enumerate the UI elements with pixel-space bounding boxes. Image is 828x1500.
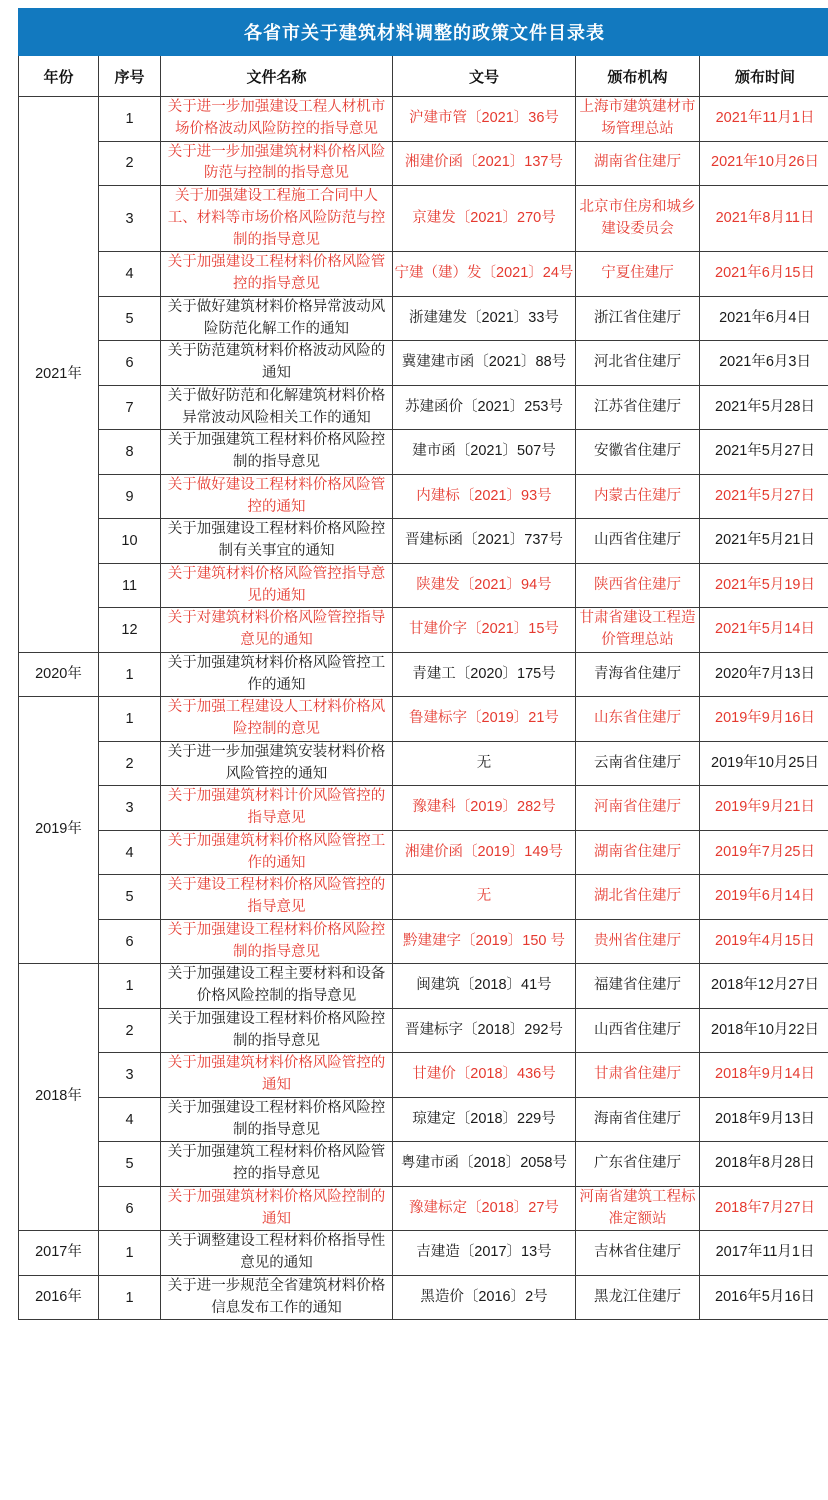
document-name-cell: 关于进一步加强建筑材料价格风险防范与控制的指导意见	[161, 141, 393, 186]
table-row	[19, 563, 828, 608]
issuing-agency-cell: 贵州省住建厅	[576, 919, 700, 964]
sequence-cell: 3	[99, 786, 161, 831]
year-group-cell: 2019年	[19, 697, 99, 964]
issue-date-cell: 2021年6月4日	[700, 296, 828, 341]
sequence-cell: 4	[99, 252, 161, 297]
sequence-cell: 7	[99, 385, 161, 430]
table-row	[19, 697, 828, 742]
issue-date-cell: 2021年8月11日	[700, 186, 828, 252]
table-row	[19, 1053, 828, 1098]
document-number-cell: 黑造价〔2016〕2号	[393, 1275, 576, 1320]
column-header-name: 文件名称	[161, 56, 393, 97]
issuing-agency-cell: 黑龙江住建厅	[576, 1275, 700, 1320]
sequence-cell: 5	[99, 875, 161, 920]
issuing-agency-cell: 湖南省住建厅	[576, 830, 700, 875]
issuing-agency-cell: 北京市住房和城乡建设委员会	[576, 186, 700, 252]
issue-date-cell: 2021年5月27日	[700, 474, 828, 519]
sequence-cell: 3	[99, 186, 161, 252]
sequence-cell: 1	[99, 97, 161, 142]
document-name-cell: 关于加强建设工程材料价格风险控制有关事宜的通知	[161, 519, 393, 564]
issuing-agency-cell: 浙江省住建厅	[576, 296, 700, 341]
table-row	[19, 186, 828, 252]
issue-date-cell: 2021年5月14日	[700, 608, 828, 653]
table-row	[19, 1186, 828, 1231]
table-row	[19, 1142, 828, 1187]
document-name-cell: 关于做好建筑材料价格异常波动风险防范化解工作的通知	[161, 296, 393, 341]
document-number-cell: 京建发〔2021〕270号	[393, 186, 576, 252]
issuing-agency-cell: 甘肃省住建厅	[576, 1053, 700, 1098]
sequence-cell: 8	[99, 430, 161, 475]
issue-date-cell: 2021年10月26日	[700, 141, 828, 186]
document-name-cell: 关于加强建筑工程材料价格风险管控的指导意见	[161, 1142, 393, 1187]
policy-document-table	[18, 8, 828, 1320]
issue-date-cell: 2018年9月14日	[700, 1053, 828, 1098]
document-number-cell: 青建工〔2020〕175号	[393, 652, 576, 697]
document-number-cell: 晋建标字〔2018〕292号	[393, 1008, 576, 1053]
document-name-cell: 关于做好防范和化解建筑材料价格异常波动风险相关工作的通知	[161, 385, 393, 430]
issue-date-cell: 2019年6月14日	[700, 875, 828, 920]
table-row	[19, 430, 828, 475]
table-row	[19, 919, 828, 964]
document-name-cell: 关于加强建筑材料计价风险管控的指导意见	[161, 786, 393, 831]
document-number-cell: 宁建（建）发〔2021〕24号	[393, 252, 576, 297]
issuing-agency-cell: 甘肃省建设工程造价管理总站	[576, 608, 700, 653]
sequence-cell: 5	[99, 1142, 161, 1187]
column-header-seq: 序号	[99, 56, 161, 97]
issue-date-cell: 2021年5月27日	[700, 430, 828, 475]
sequence-cell: 1	[99, 1275, 161, 1320]
issue-date-cell: 2021年5月19日	[700, 563, 828, 608]
issue-date-cell: 2018年10月22日	[700, 1008, 828, 1053]
issue-date-cell: 2018年7月27日	[700, 1186, 828, 1231]
year-group-cell: 2018年	[19, 964, 99, 1231]
table-row	[19, 97, 828, 142]
sequence-cell: 11	[99, 563, 161, 608]
table-row	[19, 964, 828, 1009]
issuing-agency-cell: 河北省住建厅	[576, 341, 700, 386]
sequence-cell: 1	[99, 1231, 161, 1276]
document-name-cell: 关于进一步加强建设工程人材机市场价格波动风险防控的指导意见	[161, 97, 393, 142]
issue-date-cell: 2020年7月13日	[700, 652, 828, 697]
issuing-agency-cell: 河南省建筑工程标准定额站	[576, 1186, 700, 1231]
document-name-cell: 关于加强建设工程材料价格风险控制的指导意见	[161, 1097, 393, 1142]
issue-date-cell: 2016年5月16日	[700, 1275, 828, 1320]
document-name-cell: 关于加强建筑材料价格风险管控工作的通知	[161, 652, 393, 697]
issuing-agency-cell: 青海省住建厅	[576, 652, 700, 697]
document-name-cell: 关于加强建筑材料价格风险控制的通知	[161, 1186, 393, 1231]
document-number-cell: 豫建科〔2019〕282号	[393, 786, 576, 831]
document-number-cell: 无	[393, 741, 576, 786]
sequence-cell: 1	[99, 697, 161, 742]
table-row	[19, 1008, 828, 1053]
issuing-agency-cell: 福建省住建厅	[576, 964, 700, 1009]
issuing-agency-cell: 上海市建筑建材市场管理总站	[576, 97, 700, 142]
table-row	[19, 1275, 828, 1320]
document-number-cell: 晋建标函〔2021〕737号	[393, 519, 576, 564]
issue-date-cell: 2018年9月13日	[700, 1097, 828, 1142]
document-name-cell: 关于加强建设工程材料价格风险控制的指导意见	[161, 919, 393, 964]
column-header-date: 颁布时间	[700, 56, 828, 97]
document-number-cell: 无	[393, 875, 576, 920]
issue-date-cell: 2021年5月28日	[700, 385, 828, 430]
table-head	[19, 9, 828, 97]
issue-date-cell: 2019年9月21日	[700, 786, 828, 831]
document-name-cell: 关于进一步规范全省建筑材料价格信息发布工作的通知	[161, 1275, 393, 1320]
year-group-cell: 2016年	[19, 1275, 99, 1320]
column-header-org: 颁布机构	[576, 56, 700, 97]
sequence-cell: 2	[99, 141, 161, 186]
table-row	[19, 252, 828, 297]
document-name-cell: 关于加强建筑工程材料价格风险控制的指导意见	[161, 430, 393, 475]
sequence-cell: 2	[99, 1008, 161, 1053]
document-name-cell: 关于加强建筑材料价格风险管控的通知	[161, 1053, 393, 1098]
issuing-agency-cell: 陕西省住建厅	[576, 563, 700, 608]
year-group-cell: 2017年	[19, 1231, 99, 1276]
table-row	[19, 519, 828, 564]
document-number-cell: 苏建函价〔2021〕253号	[393, 385, 576, 430]
document-name-cell: 关于做好建设工程材料价格风险管控的通知	[161, 474, 393, 519]
year-group-cell: 2020年	[19, 652, 99, 697]
document-number-cell: 鲁建标字〔2019〕21号	[393, 697, 576, 742]
issue-date-cell: 2019年7月25日	[700, 830, 828, 875]
document-number-cell: 冀建建市函〔2021〕88号	[393, 341, 576, 386]
issuing-agency-cell: 山东省住建厅	[576, 697, 700, 742]
document-name-cell: 关于建筑材料价格风险管控指导意见的通知	[161, 563, 393, 608]
sequence-cell: 6	[99, 341, 161, 386]
table-row	[19, 296, 828, 341]
issue-date-cell: 2021年11月1日	[700, 97, 828, 142]
sequence-cell: 9	[99, 474, 161, 519]
sequence-cell: 4	[99, 830, 161, 875]
table-row	[19, 875, 828, 920]
document-name-cell: 关于进一步加强建筑安装材料价格风险管控的通知	[161, 741, 393, 786]
issuing-agency-cell: 广东省住建厅	[576, 1142, 700, 1187]
issue-date-cell: 2019年9月16日	[700, 697, 828, 742]
document-name-cell: 关于加强建筑材料价格风险管控工作的通知	[161, 830, 393, 875]
issue-date-cell: 2019年10月25日	[700, 741, 828, 786]
issuing-agency-cell: 山西省住建厅	[576, 519, 700, 564]
issuing-agency-cell: 安徽省住建厅	[576, 430, 700, 475]
table-body	[19, 97, 828, 1320]
issuing-agency-cell: 海南省住建厅	[576, 1097, 700, 1142]
issuing-agency-cell: 吉林省住建厅	[576, 1231, 700, 1276]
issuing-agency-cell: 湖北省住建厅	[576, 875, 700, 920]
issue-date-cell: 2021年6月15日	[700, 252, 828, 297]
issue-date-cell: 2019年4月15日	[700, 919, 828, 964]
issuing-agency-cell: 宁夏住建厅	[576, 252, 700, 297]
table-row	[19, 830, 828, 875]
sequence-cell: 1	[99, 652, 161, 697]
issuing-agency-cell: 云南省住建厅	[576, 741, 700, 786]
table-row	[19, 741, 828, 786]
sequence-cell: 5	[99, 296, 161, 341]
sequence-cell: 10	[99, 519, 161, 564]
table-row	[19, 385, 828, 430]
document-name-cell: 关于加强建设工程材料价格风险控制的指导意见	[161, 1008, 393, 1053]
document-number-cell: 甘建价字〔2021〕15号	[393, 608, 576, 653]
column-header-year: 年份	[19, 56, 99, 97]
sequence-cell: 6	[99, 1186, 161, 1231]
sequence-cell: 6	[99, 919, 161, 964]
document-name-cell: 关于调整建设工程材料价格指导性意见的通知	[161, 1231, 393, 1276]
issue-date-cell: 2021年6月3日	[700, 341, 828, 386]
document-name-cell: 关于建设工程材料价格风险管控的指导意见	[161, 875, 393, 920]
table-row	[19, 1097, 828, 1142]
issue-date-cell: 2018年12月27日	[700, 964, 828, 1009]
document-number-cell: 浙建建发〔2021〕33号	[393, 296, 576, 341]
table-row	[19, 341, 828, 386]
table-title: 各省市关于建筑材料调整的政策文件目录表	[19, 9, 828, 56]
document-name-cell: 关于加强建设工程施工合同中人工、材料等市场价格风险防范与控制的指导意见	[161, 186, 393, 252]
issue-date-cell: 2018年8月28日	[700, 1142, 828, 1187]
document-number-cell: 黔建建字〔2019〕150 号	[393, 919, 576, 964]
document-name-cell: 关于防范建筑材料价格波动风险的通知	[161, 341, 393, 386]
sequence-cell: 1	[99, 964, 161, 1009]
header-row	[19, 56, 828, 97]
document-number-cell: 湘建价函〔2019〕149号	[393, 830, 576, 875]
document-number-cell: 豫建标定〔2018〕27号	[393, 1186, 576, 1231]
document-number-cell: 吉建造〔2017〕13号	[393, 1231, 576, 1276]
document-number-cell: 内建标〔2021〕93号	[393, 474, 576, 519]
table-row	[19, 141, 828, 186]
sequence-cell: 4	[99, 1097, 161, 1142]
title-row	[19, 9, 828, 56]
document-name-cell: 关于加强工程建设人工材料价格风险控制的意见	[161, 697, 393, 742]
document-number-cell: 湘建价函〔2021〕137号	[393, 141, 576, 186]
issue-date-cell: 2021年5月21日	[700, 519, 828, 564]
table-row	[19, 652, 828, 697]
sequence-cell: 2	[99, 741, 161, 786]
table-row	[19, 474, 828, 519]
table-row	[19, 608, 828, 653]
document-name-cell: 关于加强建设工程材料价格风险管控的指导意见	[161, 252, 393, 297]
sequence-cell: 12	[99, 608, 161, 653]
issue-date-cell: 2017年11月1日	[700, 1231, 828, 1276]
document-number-cell: 粤建市函〔2018〕2058号	[393, 1142, 576, 1187]
document-name-cell: 关于加强建设工程主要材料和设备价格风险控制的指导意见	[161, 964, 393, 1009]
document-number-cell: 陕建发〔2021〕94号	[393, 563, 576, 608]
issuing-agency-cell: 江苏省住建厅	[576, 385, 700, 430]
issuing-agency-cell: 湖南省住建厅	[576, 141, 700, 186]
document-number-cell: 闽建筑〔2018〕41号	[393, 964, 576, 1009]
column-header-num: 文号	[393, 56, 576, 97]
issuing-agency-cell: 内蒙古住建厅	[576, 474, 700, 519]
document-number-cell: 建市函〔2021〕507号	[393, 430, 576, 475]
document-number-cell: 沪建市管〔2021〕36号	[393, 97, 576, 142]
document-number-cell: 甘建价〔2018〕436号	[393, 1053, 576, 1098]
issuing-agency-cell: 河南省住建厅	[576, 786, 700, 831]
document-name-cell: 关于对建筑材料价格风险管控指导意见的通知	[161, 608, 393, 653]
document-number-cell: 琼建定〔2018〕229号	[393, 1097, 576, 1142]
year-group-cell: 2021年	[19, 97, 99, 653]
table-row	[19, 786, 828, 831]
issuing-agency-cell: 山西省住建厅	[576, 1008, 700, 1053]
sequence-cell: 3	[99, 1053, 161, 1098]
table-row	[19, 1231, 828, 1276]
